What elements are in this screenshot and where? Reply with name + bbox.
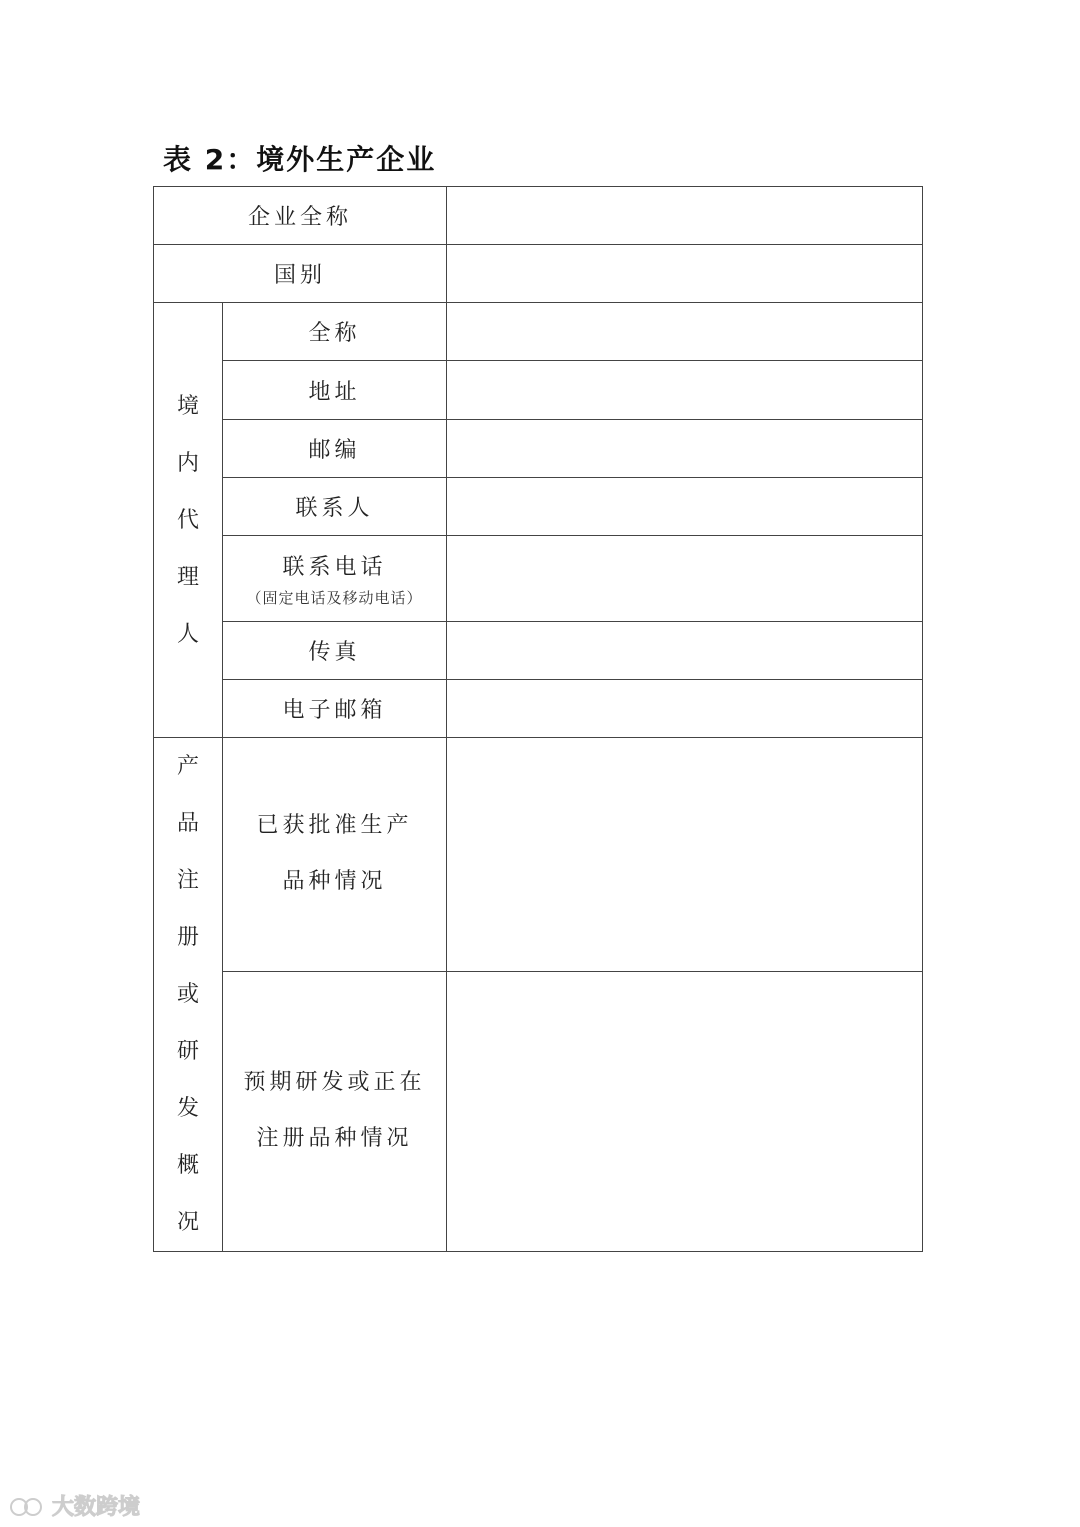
field-agent-email[interactable] [447, 680, 923, 738]
label-agent-postcode: 邮编 [223, 420, 447, 478]
field-agent-phone[interactable] [447, 536, 923, 622]
product-group-char: 产 [176, 754, 199, 779]
agent-group-char: 境 [176, 393, 199, 419]
approved-line-2: 品种情况 [282, 869, 387, 895]
approved-line-1: 已获批准生产 [256, 813, 413, 839]
field-country[interactable] [447, 245, 923, 303]
field-expected-products[interactable] [447, 971, 923, 1251]
row-agent-full-name [154, 303, 923, 361]
field-agent-fax[interactable] [447, 622, 923, 680]
overseas-manufacturer-form [153, 186, 923, 1252]
row-approved-products [154, 738, 923, 972]
product-group-char: 研 [176, 1039, 199, 1064]
row-expected-products [154, 971, 923, 1251]
product-group-char: 注 [176, 868, 199, 893]
row-country [154, 245, 923, 303]
row-company-name [154, 187, 923, 245]
product-group-char: 概 [176, 1153, 199, 1178]
label-agent-contact: 联系人 [223, 478, 447, 536]
label-approved-products [223, 738, 447, 972]
row-agent-fax [154, 622, 923, 680]
expected-line-1: 预期研发或正在 [243, 1070, 426, 1096]
product-group-char: 发 [176, 1096, 199, 1121]
page-title: 表 2：境外生产企业 [163, 143, 437, 176]
label-country: 国别 [154, 245, 447, 303]
agent-group-char: 理 [176, 564, 199, 590]
row-agent-contact [154, 478, 923, 536]
expected-line-2: 注册品种情况 [256, 1126, 413, 1152]
field-company-name[interactable] [447, 187, 923, 245]
watermark [6, 1490, 140, 1521]
field-approved-products[interactable] [447, 738, 923, 972]
row-agent-email [154, 680, 923, 738]
row-agent-address [154, 361, 923, 420]
product-group-char: 品 [176, 811, 199, 836]
label-agent-email: 电子邮箱 [223, 680, 447, 738]
label-agent-full-name: 全称 [223, 303, 447, 361]
row-agent-postcode [154, 420, 923, 478]
label-agent-phone [223, 536, 447, 622]
agent-group-char: 内 [176, 450, 199, 476]
label-agent-group [154, 303, 223, 738]
label-agent-address: 地址 [223, 361, 447, 420]
agent-group-char: 代 [176, 507, 199, 533]
agent-phone-label: 联系电话 [282, 554, 387, 580]
label-agent-fax: 传真 [223, 622, 447, 680]
agent-group-char: 人 [176, 621, 199, 647]
field-agent-address[interactable] [447, 361, 923, 420]
double-circle-logo-icon [6, 1495, 44, 1517]
product-group-char: 况 [176, 1210, 199, 1235]
row-agent-phone [154, 536, 923, 622]
field-agent-full-name[interactable] [447, 303, 923, 361]
product-group-char: 或 [176, 982, 199, 1007]
label-company-name: 企业全称 [154, 187, 447, 245]
label-expected-products [223, 971, 447, 1251]
field-agent-contact[interactable] [447, 478, 923, 536]
label-product-group [154, 738, 223, 1252]
product-group-char: 册 [176, 925, 199, 950]
watermark-text: 大数跨境 [52, 1495, 141, 1520]
field-agent-postcode[interactable] [447, 420, 923, 478]
agent-phone-note: （固定电话及移动电话） [246, 588, 423, 607]
